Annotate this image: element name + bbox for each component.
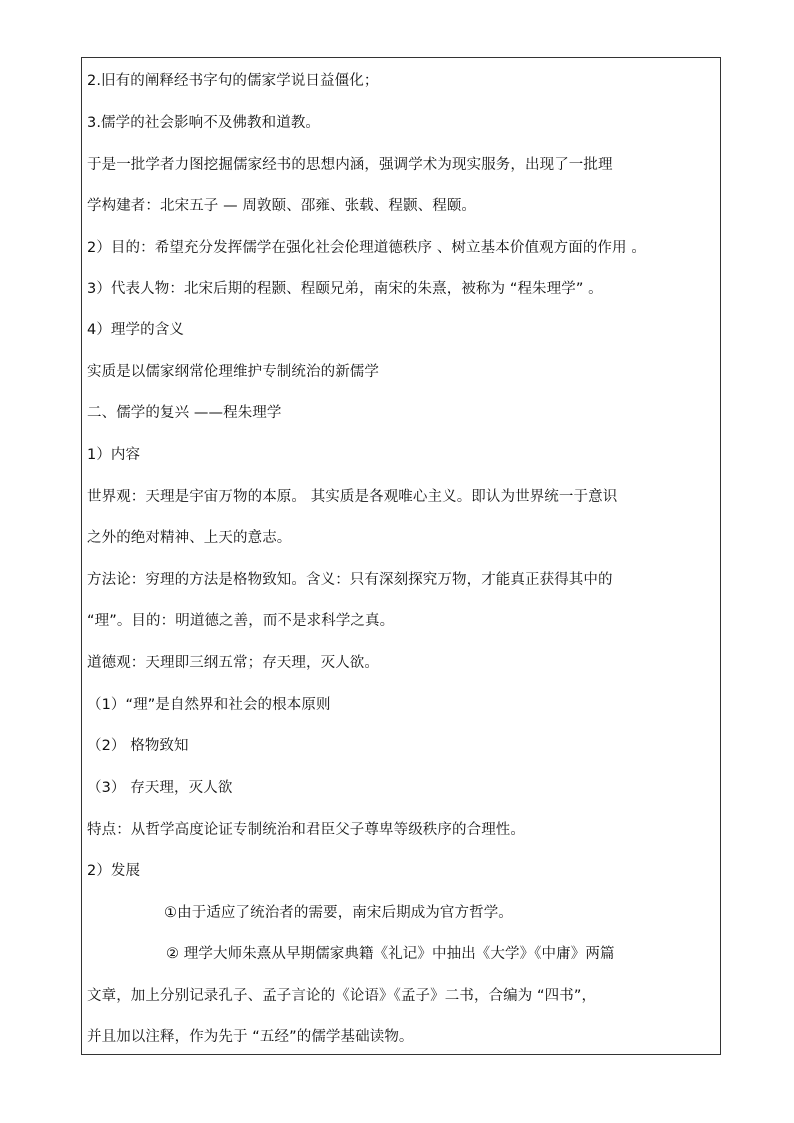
text-line: 文章，加上分别记录孔子、孟子言论的《论语》《孟子》二书，合编为 “四书”， [87,988,597,1004]
text-line: 学构建者：北宋五子 — 周敦颐、邵雍、张载、程颢、程颐。 [87,198,477,214]
text-line: 3）代表人物：北宋后期的程颢、程颐兄弟，南宋的朱熹，被称为 “程朱理学” 。 [87,281,603,297]
text-line: 特点：从哲学高度论证专制统治和君臣父子尊卑等级秩序的合理性。 [87,822,525,838]
text-line: 实质是以儒家纲常伦理维护专制统治的新儒学 [87,364,379,380]
list-item: （3） 存天理，灭人欲 [87,780,233,796]
section-heading: 1）内容 [87,447,141,463]
list-item: ①由于适应了统治者的需要，南宋后期成为官方哲学。 [164,905,513,921]
list-item: （1）“理”是自然界和社会的根本原则 [87,697,331,713]
text-line: 并且加以注释，作为先于 “五经”的儒学基础读物。 [87,1029,414,1045]
text-line: 世界观：天理是宇宙万物的本原。 其实质是各观唯心主义。即认为世界统一于意识 [87,489,618,505]
text-line: 2）目的：希望充分发挥儒学在强化社会伦理道德秩序 、树立基本价值观方面的作用 。 [87,240,646,256]
section-heading: 2）发展 [87,863,141,879]
text-line: 之外的绝对精神、上天的意志。 [87,530,292,546]
list-item: （2） 格物致知 [87,738,189,754]
section-heading: 二、儒学的复兴 ——程朱理学 [87,405,282,421]
text-line: 3.儒学的社会影响不及佛教和道教。 [87,115,321,131]
text-line: 方法论：穷理的方法是格物致知。含义：只有深刻探究万物，才能真正获得其中的 [87,572,613,588]
text-line: 道德观：天理即三纲五常；存天理，灭人欲。 [87,655,379,671]
text-line: 于是一批学者力图挖掘儒家经书的思想内涵，强调学术为现实服务，出现了一批理 [87,157,613,173]
list-item: ② 理学大师朱熹从早期儒家典籍《礼记》中抽出《大学》《中庸》两篇 [166,946,615,962]
text-line: “理”。目的：明道德之善，而不是求科学之真。 [87,613,395,629]
text-line: 2.旧有的阐释经书字句的儒家学说日益僵化； [87,73,379,89]
section-heading: 4）理学的含义 [87,322,184,338]
